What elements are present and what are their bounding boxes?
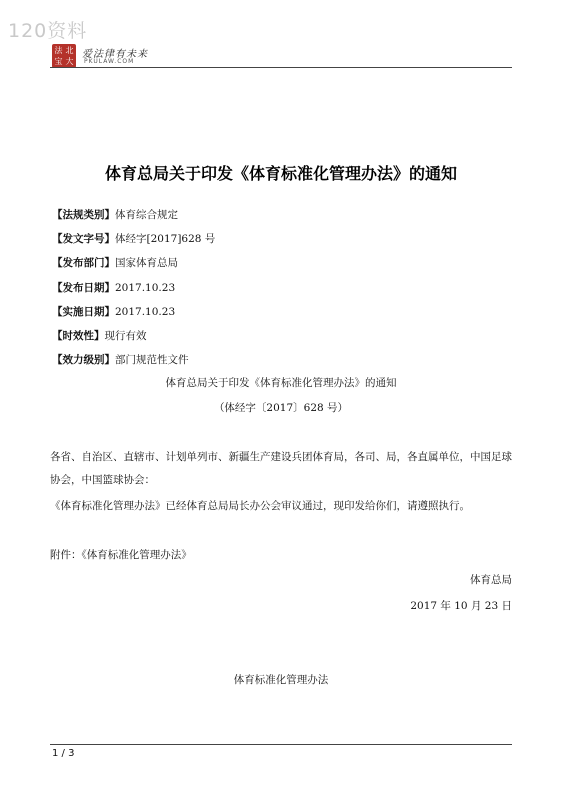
meta-label: 【发文字号】 [52, 233, 115, 246]
meta-row [52, 328, 215, 352]
logo-slogan: 爱法律有未来 [82, 49, 148, 60]
meta-value: 国家体育总局 [115, 257, 178, 270]
document-title: 体育总局关于印发《体育标准化管理办法》的通知 [104, 164, 457, 183]
footer-rule [50, 744, 512, 745]
meta-value: 现行有效 [104, 329, 147, 342]
meta-value: 2017.10.23 [115, 281, 176, 294]
meta-row [52, 304, 215, 328]
page-indicator: 1 / 3 [52, 748, 75, 759]
annex-title: 体育标准化管理办法 [233, 674, 329, 686]
attachment-line: 附件：《体育标准化管理办法》 [50, 549, 192, 561]
meta-row [52, 280, 215, 304]
metadata-list [52, 207, 215, 376]
watermark: 120资料 [8, 20, 88, 42]
header-rule [50, 67, 512, 68]
meta-label: 【实施日期】 [52, 305, 115, 318]
meta-value: 体经字[2017]628 号 [115, 233, 216, 246]
meta-row [52, 352, 215, 376]
addressee-paragraph: 各省、自治区、直辖市、计划单列市、新疆生产建设兵团体育局，各司、局，各直属单位，中国足球协会，中国篮球协会： [50, 451, 512, 486]
meta-label: 【效力级别】 [52, 354, 115, 367]
signer: 体育总局 [470, 574, 512, 586]
seal-icon: 法 北 宝 大 [52, 44, 76, 68]
notice-subtitle: 体育总局关于印发《体育标准化管理办法》的通知 [165, 377, 397, 389]
meta-value: 2017.10.23 [115, 305, 176, 318]
logo-domain: PKULAW.COM [84, 58, 135, 65]
meta-value: 体育综合规定 [115, 209, 178, 221]
meta-label: 【发布日期】 [52, 281, 115, 294]
body-paragraph: 《体育标准化管理办法》已经体育总局局长办公会审议通过，现印发给你们，请遵照执行。 [50, 500, 470, 512]
meta-row [52, 207, 215, 231]
meta-label: 【法规类别】 [52, 209, 115, 221]
meta-label: 【时效性】 [52, 329, 105, 342]
meta-value: 部门规范性文件 [115, 354, 189, 367]
doc-number: （体经字〔2017〕628 号） [213, 402, 349, 414]
meta-row [52, 231, 215, 255]
meta-row [52, 255, 215, 279]
meta-label: 【发布部门】 [52, 257, 115, 270]
sign-date: 2017 年 10 月 23 日 [410, 600, 512, 612]
